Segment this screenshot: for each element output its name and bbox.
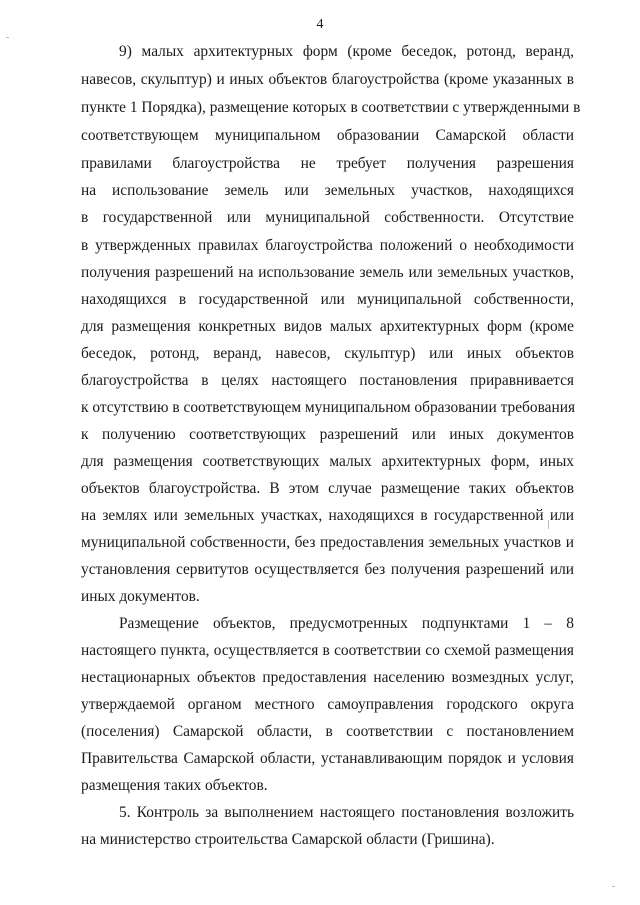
paragraph-1-line-5: правилами благоустройства не требует получения разрешения [81, 155, 574, 172]
paragraph-1-line-8: в утвержденных правилах благоустройства положений о необходимости [81, 237, 574, 254]
paragraph-1-line-13: благоустройства в целях настоящего постановления приравнивается [81, 372, 574, 389]
paragraph-1-line-16: для размещения соответствующих малых архитектурных форм, иных [81, 453, 574, 470]
paragraph-1-line-2: навесов, скульптур) и иных объектов благоустройства (кроме указанных в [81, 71, 574, 88]
paragraph-2-line-6: Правительства Самарской области, устанавливающим порядок и условия [81, 750, 574, 767]
paragraph-2-line-1: Размещение объектов, предусмотренных подпунктами 1 – 8 [119, 615, 574, 632]
paragraph-3-line-1: 5. Контроль за выполнением настоящего постановления возложить [119, 804, 574, 821]
paragraph-1-line-1: 9) малых архитектурных форм (кроме беседок, ротонд, веранд, [119, 43, 574, 60]
scan-speck [612, 886, 615, 887]
paragraph-2-line-2: настоящего пункта, осуществляется в соответствии со схемой размещения [81, 642, 574, 659]
paragraph-3-line-2: на министерство строительства Самарской области (Гришина). [81, 831, 495, 848]
paragraph-1-line-14: к отсутствию в соответствующем муниципальном образовании требования [81, 399, 576, 416]
scan-speck [6, 37, 9, 38]
paragraph-1-line-7: в государственной или муниципальной собственности. Отсутствие [81, 209, 574, 226]
paragraph-1-line-12: беседок, ротонд, веранд, навесов, скульптур) или иных объектов [81, 345, 574, 362]
paragraph-1-line-6: на использование земель или земельных участков, находящихся [81, 182, 574, 199]
paragraph-2-line-5: (поселения) Самарской области, в соответствии с постановлением [81, 723, 574, 740]
paragraph-1-line-11: для размещения конкретных видов малых архитектурных форм (кроме [81, 318, 574, 335]
paragraph-1-line-4: соответствующем муниципальном образовании Самарской области [81, 127, 574, 144]
paragraph-1-line-18: на землях или земельных участках, находящихся в государственной или [81, 507, 574, 524]
page-number: 4 [316, 17, 324, 32]
paragraph-1-line-10: находящихся в государственной или муниципальной собственности, [81, 291, 574, 308]
paragraph-1-line-17: объектов благоустройства. В этом случае размещение таких объектов [81, 480, 574, 497]
paragraph-1-line-9: получения разрешений на использование земель или земельных участков, [81, 264, 574, 281]
paragraph-1-line-15: к получению соответствующих разрешений или иных документов [81, 426, 574, 443]
paragraph-2-line-3: нестационарных объектов предоставления населению возмездных услуг, [81, 669, 574, 686]
paragraph-1-line-19: муниципальной собственности, без предоставления земельных участков и [81, 534, 574, 551]
paragraph-1-line-21: иных документов. [81, 588, 200, 605]
paragraph-1-line-3: пункте 1 Порядка), размещение которых в соответствии с утвержденными в [81, 99, 581, 116]
paragraph-2-line-4: утверждаемой органом местного самоуправления городского округа [81, 696, 574, 713]
paragraph-2-line-7: размещения таких объектов. [81, 777, 268, 794]
paragraph-1-line-20: установления сервитутов осуществляется без получения разрешений или [81, 561, 574, 578]
